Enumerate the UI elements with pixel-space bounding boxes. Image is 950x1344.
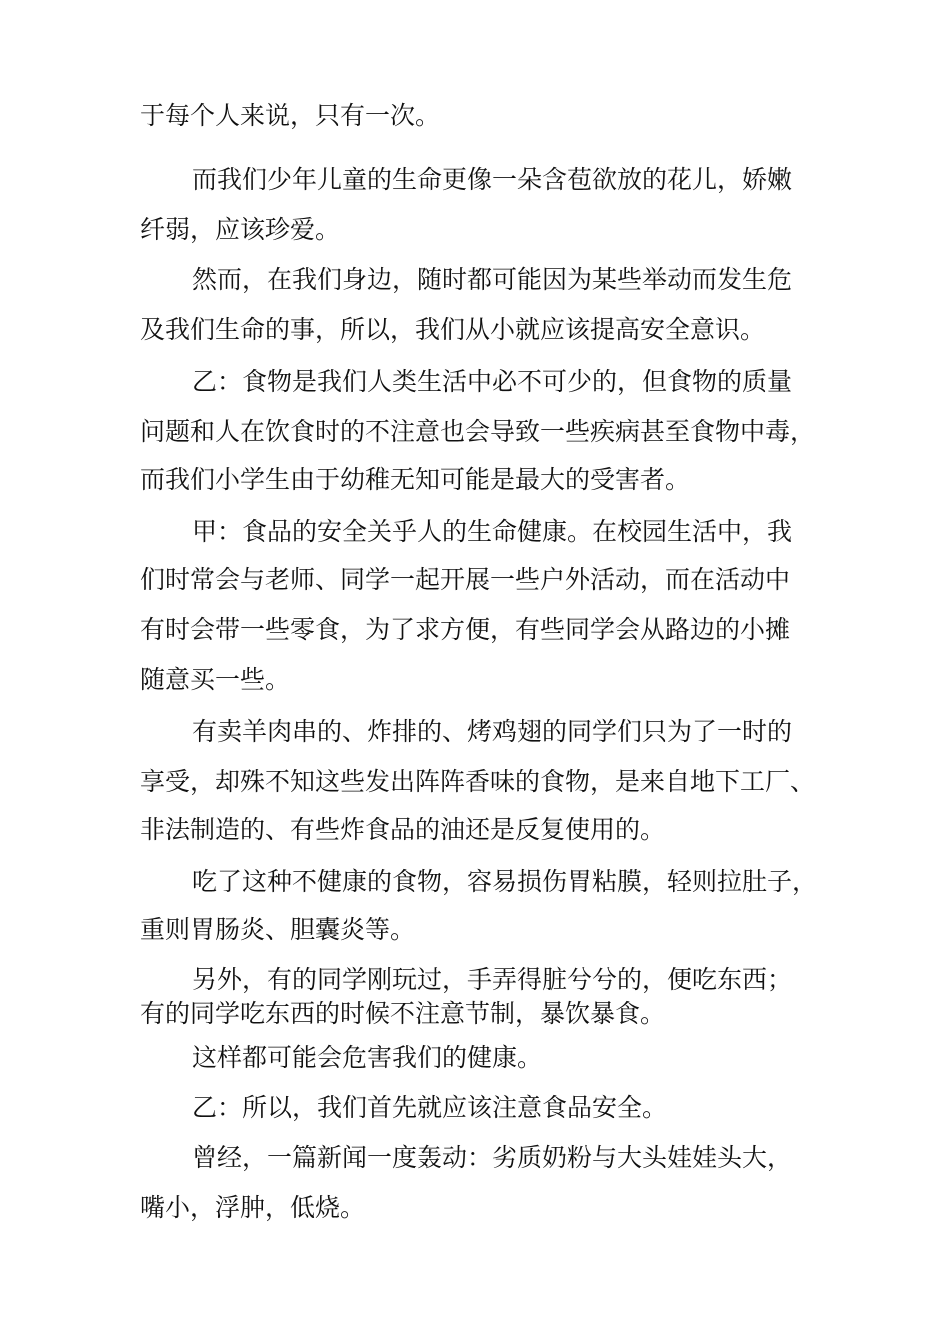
text-line: 享受，却殊不知这些发出阵阵香味的食物，是来自地下工厂、 <box>140 767 816 796</box>
text-line: 甲：食品的安全关乎人的生命健康。在校园生活中，我 <box>192 517 793 546</box>
text-line: 嘴小，浮肿，低烧。 <box>140 1193 366 1222</box>
text-line: 曾经，一篇新闻一度轰动：劣质奶粉与大头娃娃头大， <box>192 1143 793 1172</box>
text-line: 及我们生命的事，所以，我们从小就应该提高安全意识。 <box>140 315 766 344</box>
text-line: 乙：所以，我们首先就应该注意食品安全。 <box>192 1093 668 1122</box>
text-line: 纤弱，应该珍爱。 <box>140 215 341 244</box>
text-line: 问题和人在饮食时的不注意也会导致一些疾病甚至食物中毒， <box>140 417 816 446</box>
text-line: 而我们小学生由于幼稚无知可能是最大的受害者。 <box>140 465 691 494</box>
text-line: 这样都可能会危害我们的健康。 <box>192 1043 543 1072</box>
text-line: 非法制造的、有些炸食品的油还是反复使用的。 <box>140 815 666 844</box>
text-line: 另外，有的同学刚玩过，手弄得脏兮兮的，便吃东西； <box>192 965 793 994</box>
text-line: 重则胃肠炎、胆囊炎等。 <box>140 915 416 944</box>
text-line: 乙：食物是我们人类生活中必不可少的，但食物的质量 <box>192 367 793 396</box>
text-line: 随意买一些。 <box>140 665 291 694</box>
text-line: 们时常会与老师、同学一起开展一些户外活动，而在活动中 <box>140 565 791 594</box>
text-line: 然而，在我们身边，随时都可能因为某些举动而发生危 <box>192 265 793 294</box>
text-line: 有时会带一些零食，为了求方便，有些同学会从路边的小摊 <box>140 615 791 644</box>
text-line: 而我们少年儿童的生命更像一朵含苞欲放的花儿，娇嫩 <box>192 165 793 194</box>
text-line: 吃了这种不健康的食物，容易损伤胃粘膜，轻则拉肚子， <box>192 867 818 896</box>
text-line: 有的同学吃东西的时候不注意节制，暴饮暴食。 <box>140 999 666 1028</box>
text-line: 有卖羊肉串的、炸排的、烤鸡翅的同学们只为了一时的 <box>192 717 793 746</box>
text-line: 于每个人来说，只有一次。 <box>140 101 441 130</box>
